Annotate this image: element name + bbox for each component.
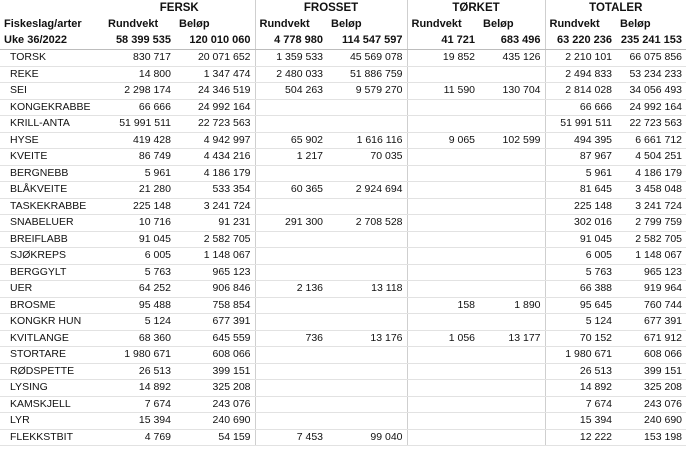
- table-cell: [327, 198, 407, 215]
- table-cell: 13 177: [479, 330, 545, 347]
- table-row: [0, 116, 686, 133]
- table-row: [0, 297, 686, 314]
- species-name: REKE: [0, 66, 104, 83]
- species-name: BERGNEBB: [0, 165, 104, 182]
- table-cell: [327, 347, 407, 364]
- table-cell: 66 075 856: [616, 50, 686, 67]
- table-cell: [479, 314, 545, 331]
- table-cell: [479, 231, 545, 248]
- table-cell: 15 394: [104, 413, 175, 430]
- table-cell: 102 599: [479, 132, 545, 149]
- table-cell: [479, 347, 545, 364]
- table-cell: [327, 297, 407, 314]
- table-cell: [479, 396, 545, 413]
- table-row: [0, 231, 686, 248]
- species-name: BREIFLABB: [0, 231, 104, 248]
- table-cell: [255, 231, 327, 248]
- table-cell: 7 453: [255, 429, 327, 446]
- table-row: [0, 264, 686, 281]
- table-cell: [327, 413, 407, 430]
- table-cell: 504 263: [255, 83, 327, 100]
- table-cell: 54 159: [175, 429, 255, 446]
- table-cell: 24 346 519: [175, 83, 255, 100]
- table-cell: [407, 66, 479, 83]
- table-cell: 66 666: [545, 99, 616, 116]
- table-cell: 2 298 174: [104, 83, 175, 100]
- table-cell: 6 661 712: [616, 132, 686, 149]
- table-cell: 3 458 048: [616, 182, 686, 199]
- table-cell: 4 434 216: [175, 149, 255, 166]
- total-cell: 63 220 236: [545, 32, 616, 50]
- table-cell: 4 769: [104, 429, 175, 446]
- table-cell: 91 045: [545, 231, 616, 248]
- table-row: [0, 248, 686, 265]
- total-cell: 120 010 060: [175, 32, 255, 50]
- table-cell: 399 151: [616, 363, 686, 380]
- table-cell: [407, 248, 479, 265]
- table-cell: 5 961: [104, 165, 175, 182]
- species-name: RØDSPETTE: [0, 363, 104, 380]
- total-cell: 683 496: [479, 32, 545, 50]
- table-cell: 60 365: [255, 182, 327, 199]
- table-cell: 70 035: [327, 149, 407, 166]
- table-cell: 1 347 474: [175, 66, 255, 83]
- table-cell: 291 300: [255, 215, 327, 232]
- table-cell: 14 800: [104, 66, 175, 83]
- table-cell: 608 066: [616, 347, 686, 364]
- table-cell: [479, 165, 545, 182]
- species-name: LYSING: [0, 380, 104, 397]
- table-row: [0, 132, 686, 149]
- table-cell: [327, 99, 407, 116]
- table-cell: 6 005: [104, 248, 175, 265]
- species-name: TASKEKRABBE: [0, 198, 104, 215]
- table-cell: 15 394: [545, 413, 616, 430]
- table-row: [0, 149, 686, 166]
- group-header-totaler: TOTALER: [589, 2, 643, 14]
- table-cell: [479, 281, 545, 298]
- species-name: FLEKKSTBIT: [0, 429, 104, 446]
- table-row: [0, 396, 686, 413]
- table-row: [0, 347, 686, 364]
- table-cell: 736: [255, 330, 327, 347]
- column-header-belop: Beløp: [175, 16, 255, 32]
- table-cell: 66 388: [545, 281, 616, 298]
- table-cell: 7 674: [545, 396, 616, 413]
- column-header-rundvekt: Rundvekt: [411, 18, 462, 30]
- table-cell: 1 359 533: [255, 50, 327, 67]
- table-cell: [479, 198, 545, 215]
- total-cell: 235 241 153: [616, 32, 686, 50]
- species-name: STORTARE: [0, 347, 104, 364]
- table-cell: 11 590: [407, 83, 479, 100]
- table-cell: [327, 248, 407, 265]
- species-name: TORSK: [0, 50, 104, 67]
- table-cell: 153 198: [616, 429, 686, 446]
- table-cell: 68 360: [104, 330, 175, 347]
- table-row: [0, 380, 686, 397]
- column-header-belop: Beløp: [620, 18, 651, 30]
- table-cell: 671 912: [616, 330, 686, 347]
- species-name: SNABELUER: [0, 215, 104, 232]
- table-cell: [479, 66, 545, 83]
- table-cell: [255, 264, 327, 281]
- table-cell: 243 076: [175, 396, 255, 413]
- table-cell: 51 991 511: [104, 116, 175, 133]
- table-cell: [407, 429, 479, 446]
- table-cell: [407, 149, 479, 166]
- table-cell: [407, 215, 479, 232]
- group-header-torket: TØRKET: [407, 0, 545, 16]
- species-name: KONGEKRABBE: [0, 99, 104, 116]
- table-cell: 5 763: [545, 264, 616, 281]
- table-cell: [407, 231, 479, 248]
- table-cell: [255, 396, 327, 413]
- table-cell: [479, 264, 545, 281]
- table-cell: 12 222: [545, 429, 616, 446]
- group-header-row: [0, 0, 686, 16]
- table-cell: [327, 380, 407, 397]
- table-cell: 95 488: [104, 297, 175, 314]
- table-cell: 3 241 724: [616, 198, 686, 215]
- table-cell: 5 124: [545, 314, 616, 331]
- table-cell: [327, 264, 407, 281]
- table-cell: 243 076: [616, 396, 686, 413]
- table-cell: 1 980 671: [545, 347, 616, 364]
- table-cell: [407, 396, 479, 413]
- sub-header-row: [0, 16, 686, 32]
- table-cell: [327, 314, 407, 331]
- column-header-rundvekt: Rundvekt: [108, 18, 159, 30]
- table-cell: 2 708 528: [327, 215, 407, 232]
- table-cell: 3 241 724: [175, 198, 255, 215]
- table-cell: 70 152: [545, 330, 616, 347]
- species-name: BERGGYLT: [0, 264, 104, 281]
- species-name: UER: [0, 281, 104, 298]
- table-cell: 66 666: [104, 99, 175, 116]
- table-cell: 2 814 028: [545, 83, 616, 100]
- table-cell: 21 280: [104, 182, 175, 199]
- table-cell: 2 799 759: [616, 215, 686, 232]
- column-header-species: Fiskeslag/arter: [4, 18, 82, 30]
- table-cell: [255, 347, 327, 364]
- column-header-belop: Beløp: [327, 16, 407, 32]
- table-cell: 81 645: [545, 182, 616, 199]
- table-cell: 5 763: [104, 264, 175, 281]
- table-row: [0, 50, 686, 67]
- species-name: SEI: [0, 83, 104, 100]
- total-row-label: Uke 36/2022: [0, 32, 104, 50]
- table-cell: 65 902: [255, 132, 327, 149]
- table-row: [0, 413, 686, 430]
- table-cell: 22 723 563: [616, 116, 686, 133]
- table-cell: 533 354: [175, 182, 255, 199]
- table-cell: 24 992 164: [175, 99, 255, 116]
- table-cell: 51 886 759: [327, 66, 407, 83]
- table-row: [0, 281, 686, 298]
- table-cell: 677 391: [175, 314, 255, 331]
- table-cell: 9 579 270: [327, 83, 407, 100]
- table-cell: [479, 413, 545, 430]
- table-cell: 760 744: [616, 297, 686, 314]
- species-name: HYSE: [0, 132, 104, 149]
- table-cell: 130 704: [479, 83, 545, 100]
- species-name: KRILL-ANTA: [0, 116, 104, 133]
- table-cell: [255, 297, 327, 314]
- table-cell: 91 231: [175, 215, 255, 232]
- table-cell: 758 854: [175, 297, 255, 314]
- species-name: KVEITE: [0, 149, 104, 166]
- table-cell: [479, 248, 545, 265]
- table-cell: [327, 363, 407, 380]
- table-cell: [327, 165, 407, 182]
- table-cell: [479, 380, 545, 397]
- table-cell: 919 964: [616, 281, 686, 298]
- table-cell: 10 716: [104, 215, 175, 232]
- table-cell: 906 846: [175, 281, 255, 298]
- table-cell: 87 967: [545, 149, 616, 166]
- column-header-belop: Beløp: [479, 16, 545, 32]
- table-cell: 45 569 078: [327, 50, 407, 67]
- table-cell: 24 992 164: [616, 99, 686, 116]
- table-cell: 965 123: [175, 264, 255, 281]
- table-row: [0, 198, 686, 215]
- table-cell: [407, 281, 479, 298]
- table-cell: 325 208: [175, 380, 255, 397]
- species-name: LYR: [0, 413, 104, 430]
- table-cell: 2 582 705: [616, 231, 686, 248]
- table-cell: 225 148: [104, 198, 175, 215]
- column-header-rundvekt: Rundvekt: [259, 18, 310, 30]
- table-cell: 99 040: [327, 429, 407, 446]
- table-cell: [327, 396, 407, 413]
- table-cell: [479, 182, 545, 199]
- table-cell: [327, 116, 407, 133]
- table-cell: 7 674: [104, 396, 175, 413]
- table-cell: 4 186 179: [175, 165, 255, 182]
- table-cell: 5 124: [104, 314, 175, 331]
- table-cell: [327, 231, 407, 248]
- table-cell: [407, 347, 479, 364]
- species-name: KONGKR HUN: [0, 314, 104, 331]
- table-cell: 20 071 652: [175, 50, 255, 67]
- table-cell: 9 065: [407, 132, 479, 149]
- table-cell: [407, 116, 479, 133]
- table-cell: 2 136: [255, 281, 327, 298]
- table-cell: [255, 198, 327, 215]
- species-name: KVITLANGE: [0, 330, 104, 347]
- table-cell: [407, 413, 479, 430]
- table-cell: 2 210 101: [545, 50, 616, 67]
- table-cell: [255, 413, 327, 430]
- table-cell: [255, 165, 327, 182]
- table-cell: 608 066: [175, 347, 255, 364]
- table-row: [0, 83, 686, 100]
- table-cell: 4 186 179: [616, 165, 686, 182]
- table-cell: 435 126: [479, 50, 545, 67]
- table-cell: 4 504 251: [616, 149, 686, 166]
- table-cell: 19 852: [407, 50, 479, 67]
- table-cell: [407, 363, 479, 380]
- table-cell: [407, 198, 479, 215]
- table-cell: 419 428: [104, 132, 175, 149]
- table-cell: 2 582 705: [175, 231, 255, 248]
- total-cell: 41 721: [407, 32, 479, 50]
- table-cell: 91 045: [104, 231, 175, 248]
- table-cell: 1 980 671: [104, 347, 175, 364]
- table-cell: 494 395: [545, 132, 616, 149]
- table-cell: [255, 116, 327, 133]
- total-cell: 114 547 597: [327, 32, 407, 50]
- table-cell: [479, 363, 545, 380]
- table-cell: 302 016: [545, 215, 616, 232]
- table-cell: 240 690: [175, 413, 255, 430]
- table-cell: 14 892: [104, 380, 175, 397]
- total-row: [0, 32, 686, 50]
- table-cell: [407, 314, 479, 331]
- table-cell: [407, 182, 479, 199]
- table-cell: 965 123: [616, 264, 686, 281]
- table-row: [0, 165, 686, 182]
- group-header-spacer: [0, 0, 104, 16]
- table-cell: 86 749: [104, 149, 175, 166]
- table-cell: 225 148: [545, 198, 616, 215]
- table-cell: 645 559: [175, 330, 255, 347]
- table-cell: 95 645: [545, 297, 616, 314]
- table-cell: 1 148 067: [616, 248, 686, 265]
- table-cell: 399 151: [175, 363, 255, 380]
- table-cell: [479, 116, 545, 133]
- species-rows: [0, 50, 686, 446]
- group-header-frosset: FROSSET: [255, 0, 407, 16]
- table-cell: 34 056 493: [616, 83, 686, 100]
- table-cell: 2 480 033: [255, 66, 327, 83]
- table-cell: 1 616 116: [327, 132, 407, 149]
- table-row: [0, 363, 686, 380]
- table-cell: [479, 429, 545, 446]
- table-cell: 6 005: [545, 248, 616, 265]
- table-cell: 26 513: [104, 363, 175, 380]
- table-cell: [255, 363, 327, 380]
- total-cell: 4 778 980: [255, 32, 327, 50]
- table-cell: [255, 99, 327, 116]
- species-name: KAMSKJELL: [0, 396, 104, 413]
- table-cell: 830 717: [104, 50, 175, 67]
- table-cell: 240 690: [616, 413, 686, 430]
- total-cell: 58 399 535: [104, 32, 175, 50]
- table-cell: 14 892: [545, 380, 616, 397]
- table-cell: 26 513: [545, 363, 616, 380]
- table-cell: [407, 380, 479, 397]
- table-cell: [255, 314, 327, 331]
- table-cell: 1 890: [479, 297, 545, 314]
- table-row: [0, 66, 686, 83]
- table-cell: 13 176: [327, 330, 407, 347]
- species-name: BLÅKVEITE: [0, 182, 104, 199]
- table-cell: 5 961: [545, 165, 616, 182]
- table-row: [0, 182, 686, 199]
- table-cell: [255, 380, 327, 397]
- table-cell: [407, 99, 479, 116]
- table-cell: 51 991 511: [545, 116, 616, 133]
- table-cell: 325 208: [616, 380, 686, 397]
- table-cell: 677 391: [616, 314, 686, 331]
- table-cell: 2 924 694: [327, 182, 407, 199]
- group-header-fersk: FERSK: [104, 0, 255, 16]
- table-cell: [407, 165, 479, 182]
- table-row: [0, 99, 686, 116]
- table-cell: 13 118: [327, 281, 407, 298]
- species-name: SJØKREPS: [0, 248, 104, 265]
- table-row: [0, 429, 686, 446]
- table-cell: [255, 248, 327, 265]
- table-row: [0, 314, 686, 331]
- table-cell: [479, 149, 545, 166]
- table-cell: 64 252: [104, 281, 175, 298]
- table-cell: 1 148 067: [175, 248, 255, 265]
- table-cell: 53 234 233: [616, 66, 686, 83]
- table-cell: 1 217: [255, 149, 327, 166]
- table-cell: [407, 264, 479, 281]
- table-row: [0, 215, 686, 232]
- table-cell: [479, 215, 545, 232]
- table-cell: 2 494 833: [545, 66, 616, 83]
- table-row: [0, 330, 686, 347]
- table-cell: 1 056: [407, 330, 479, 347]
- table-cell: 4 942 997: [175, 132, 255, 149]
- table-cell: 22 723 563: [175, 116, 255, 133]
- species-name: BROSME: [0, 297, 104, 314]
- column-header-rundvekt: Rundvekt: [549, 18, 600, 30]
- table-cell: 158: [407, 297, 479, 314]
- table-cell: [479, 99, 545, 116]
